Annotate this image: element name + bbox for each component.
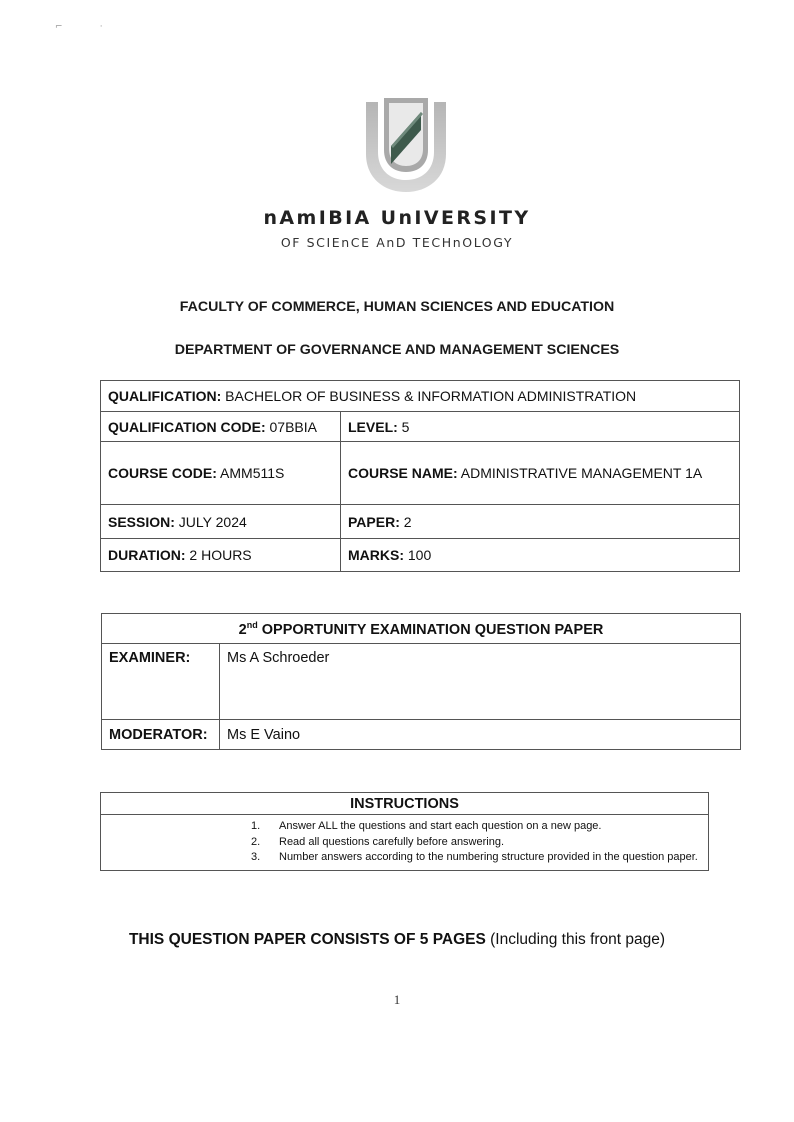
qualification-value: BACHELOR OF BUSINESS & INFORMATION ADMINISTRATION: [225, 388, 637, 404]
session-label: SESSION:: [108, 513, 175, 530]
instructions-title: INSTRUCTIONS: [101, 793, 709, 815]
instruction-item: [251, 850, 700, 866]
exam-title: [102, 614, 741, 644]
university-subtitle: OF SCIEnCE AnD TECHnOLOGY: [280, 235, 514, 250]
instructions-body: [101, 815, 709, 871]
department-title: DEPARTMENT OF GOVERNANCE AND MANAGEMENT SCIENCES: [174, 342, 620, 358]
examination-table: [101, 613, 741, 750]
instruction-item: [251, 819, 700, 835]
course-code-label: COURSE CODE:: [108, 465, 217, 481]
course-code-value: AMM511S: [220, 465, 285, 481]
examiner-value: Ms A Schroeder: [220, 644, 741, 720]
instruction-item: [251, 835, 700, 851]
examiner-label: EXAMINER:: [102, 644, 220, 720]
qualification-cell: [101, 381, 740, 412]
university-name: nAmIBIA UnIVERSITY: [263, 207, 531, 229]
instructions-list: [251, 819, 700, 866]
page-count-statement: [0, 931, 794, 949]
session-cell: [101, 505, 341, 539]
paper-label: PAPER:: [348, 513, 400, 530]
paper-value: 2: [403, 513, 412, 530]
exam-title-text: OPPORTUNITY EXAMINATION QUESTION PAPER: [261, 621, 604, 638]
university-logo: [362, 94, 450, 194]
instruction-number: 3.: [251, 851, 261, 863]
page-number: 1: [393, 992, 401, 1007]
course-name-cell: [341, 442, 740, 505]
faculty-title: FACULTY OF COMMERCE, HUMAN SCIENCES AND EDUCATION: [179, 299, 615, 315]
qualification-table: [100, 380, 740, 572]
level-label: LEVEL:: [348, 418, 398, 435]
page-count-note: (Including this front page): [490, 931, 666, 948]
instruction-text: Read all questions carefully before answering.: [279, 835, 505, 848]
session-value: JULY 2024: [178, 513, 247, 530]
paper-cell: [341, 505, 740, 539]
exam-title-suffix: nd: [246, 619, 258, 630]
course-code-cell: [101, 442, 341, 505]
exam-title-number: 2: [238, 621, 247, 638]
level-cell: [341, 412, 740, 442]
course-name-value: ADMINISTRATIVE MANAGEMENT 1A: [460, 465, 703, 481]
duration-cell: [101, 539, 341, 572]
moderator-value: Ms E Vaino: [220, 720, 741, 750]
instructions-table: [100, 792, 709, 871]
marks-value: 100: [407, 547, 432, 563]
qualification-code-label: QUALIFICATION CODE:: [108, 418, 266, 435]
duration-value: 2 HOURS: [189, 547, 252, 563]
course-name-label: COURSE NAME:: [348, 465, 458, 481]
marks-label: MARKS:: [348, 547, 404, 563]
qualification-label: QUALIFICATION:: [108, 388, 222, 404]
scan-specks: ⌐ ·: [55, 22, 103, 32]
moderator-label: MODERATOR:: [102, 720, 220, 750]
instruction-text: Number answers according to the numbering structure provided in the question paper.: [279, 851, 698, 863]
qualification-code-cell: [101, 412, 341, 442]
level-value: 5: [401, 418, 410, 435]
instruction-number: 2.: [251, 835, 261, 848]
instruction-number: 1.: [251, 820, 261, 832]
instruction-text: Answer ALL the questions and start each question on a new page.: [279, 820, 602, 832]
marks-cell: [341, 539, 740, 572]
duration-label: DURATION:: [108, 547, 186, 563]
page-count-bold: THIS QUESTION PAPER CONSISTS OF 5 PAGES: [128, 931, 486, 948]
qualification-code-value: 07BBIA: [269, 418, 317, 435]
